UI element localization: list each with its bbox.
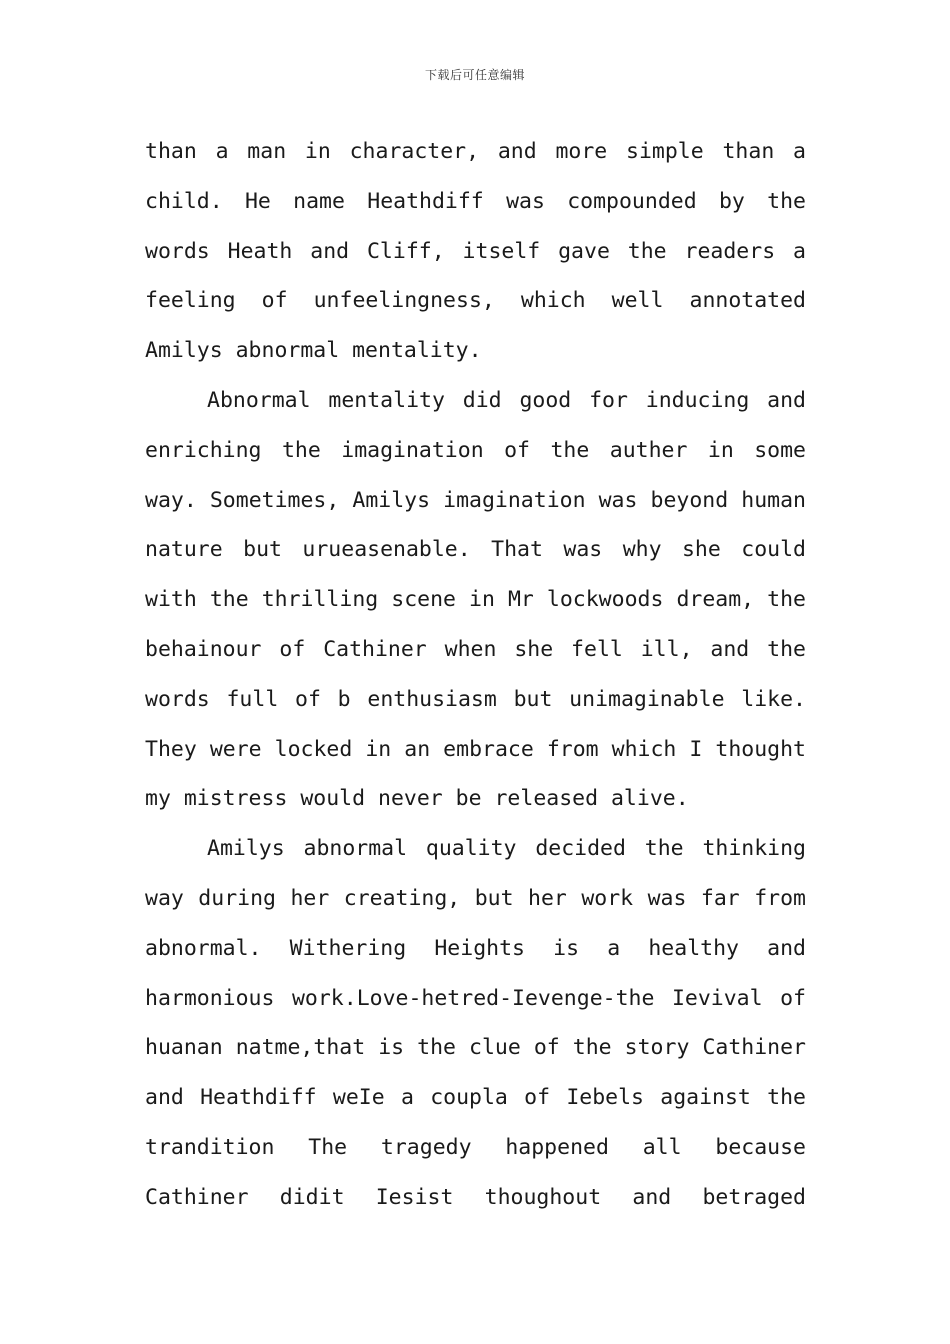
text-line: way during her creating, but her work was far from	[145, 885, 806, 911]
page-header: 下载后可任意编辑	[424, 68, 525, 82]
text-line: child. He name Heathdiff was compounded by the	[145, 188, 806, 214]
text-line: Cathiner didit Iesist thoughout and betraged	[145, 1184, 806, 1210]
text-line: harmonious work.Love-hetred-Ievenge-the Ievival of	[145, 985, 806, 1011]
text-line: than a man in character, and more simple than a	[145, 139, 806, 164]
text-line: words Heath and Cliff, itself gave the readers a	[145, 238, 806, 264]
text-line: enriching the imagination of the auther in some	[145, 437, 806, 463]
paragraph-first-line: Abnormal mentality did good for inducing and	[207, 387, 806, 413]
paragraph-first-line: Amilys abnormal quality decided the thinking	[207, 836, 806, 862]
document-body	[145, 127, 806, 1223]
text-line: with the thrilling scene in Mr lockwoods dream, the	[145, 587, 806, 613]
text-line: trandition The tragedy happened all because	[145, 1134, 806, 1160]
text-line: my mistress would never be released alive.	[145, 786, 689, 812]
text-line: feeling of unfeelingness, which well annotated	[145, 288, 806, 314]
text-line: huanan natme,that is the clue of the story Cathiner	[145, 1035, 806, 1061]
text-line: Amilys abnormal mentality.	[145, 338, 482, 364]
text-line: behainour of Cathiner when she fell ill, and the	[145, 636, 806, 662]
text-line: words full of b enthusiasm but unimaginable like.	[145, 686, 806, 712]
text-line: way. Sometimes, Amilys imagination was beyond human	[145, 487, 806, 513]
text-line: abnormal. Withering Heights is a healthy and	[145, 935, 806, 961]
text-line: They were locked in an embrace from which I thought	[145, 736, 806, 762]
text-line: nature but urueasenable. That was why she could	[145, 537, 806, 563]
text-line: and Heathdiff weIe a coupla of Iebels against the	[145, 1085, 806, 1111]
